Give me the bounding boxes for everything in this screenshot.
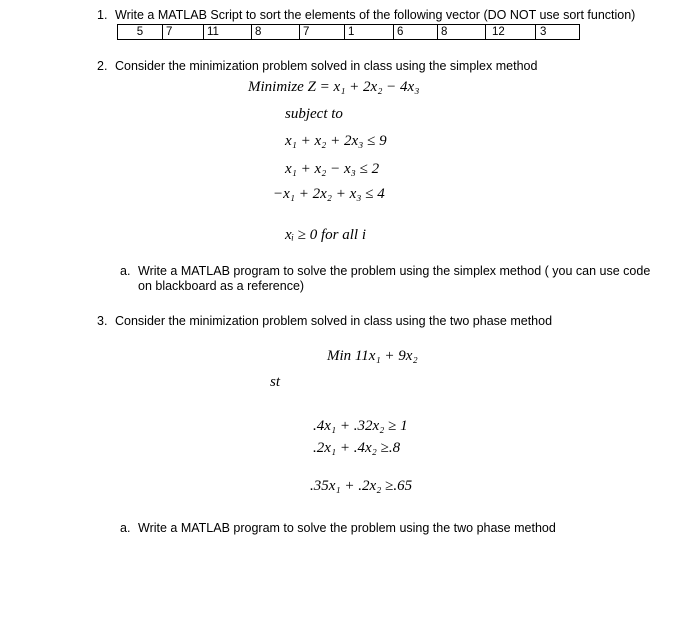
q2-line bbox=[97, 59, 537, 73]
q2-constraint-3: −x₁ + 2x₂ + x₃ ≤ 4 bbox=[273, 186, 385, 202]
vector-cell-3: 11 bbox=[204, 25, 252, 40]
q2-objective-body: x₁ + 2x₂ − 4x₃ bbox=[333, 79, 420, 95]
q2-nonneg: xᵢ ≥ 0 for all i bbox=[285, 227, 367, 243]
q2-number: 2. bbox=[97, 59, 108, 73]
q3-constraint-1: .4x₁ + .32x₂ ≥ 1 bbox=[313, 418, 408, 434]
vector-cell-6: 1 bbox=[345, 25, 394, 40]
vector-cell-7: 6 bbox=[394, 25, 438, 40]
q1-number: 1. bbox=[97, 8, 108, 22]
q1-line bbox=[97, 8, 635, 22]
q3-constraint-3: .35x₁ + .2x₂ ≥.65 bbox=[310, 478, 413, 494]
q3a-line bbox=[120, 521, 556, 535]
q3-objective: Min 11x₁ + 9x₂ bbox=[327, 348, 418, 364]
vector-cell-1: 5 bbox=[118, 25, 163, 40]
q3-line bbox=[97, 314, 552, 328]
q2-constraint-1: x₁ + x₂ + 2x₃ ≤ 9 bbox=[285, 133, 387, 149]
q1-text: Write a MATLAB Script to sort the elements of the following vector (DO NOT use sort function) bbox=[115, 8, 636, 22]
vector-cell-10: 3 bbox=[536, 25, 580, 40]
q2a-line1 bbox=[120, 264, 650, 278]
q3-constraint-2: .2x₁ + .4x₂ ≥.8 bbox=[313, 440, 401, 456]
vector-cell-4: 8 bbox=[252, 25, 300, 40]
vector-cell-5: 7 bbox=[300, 25, 345, 40]
q3-text: Consider the minimization problem solved in class using the two phase method bbox=[115, 314, 553, 328]
q3-st: st bbox=[270, 374, 281, 390]
q3a-label: a. bbox=[120, 521, 131, 535]
q2-objective bbox=[248, 79, 419, 96]
vector-row bbox=[118, 25, 580, 40]
q2-text: Consider the minimization problem solved in class using the simplex method bbox=[115, 59, 538, 73]
vector-cell-8: 8 bbox=[438, 25, 486, 40]
q2-subject-to: subject to bbox=[285, 106, 343, 122]
q3-number: 3. bbox=[97, 314, 108, 328]
q2a-text-1: Write a MATLAB program to solve the problem using the simplex method ( you can use code bbox=[138, 264, 651, 278]
vector-table bbox=[117, 24, 580, 40]
q2a-label: a. bbox=[120, 264, 131, 278]
q2-constraint-2: x₁ + x₂ − x₃ ≤ 2 bbox=[285, 161, 380, 177]
vector-cell-2: 7 bbox=[163, 25, 204, 40]
q2a-text-2: on blackboard as a reference) bbox=[138, 279, 305, 293]
q2-objective-prefix: Minimize Z = bbox=[248, 79, 334, 95]
vector-cell-9: 12 bbox=[486, 25, 536, 40]
q3a-text: Write a MATLAB program to solve the problem using the two phase method bbox=[138, 521, 556, 535]
